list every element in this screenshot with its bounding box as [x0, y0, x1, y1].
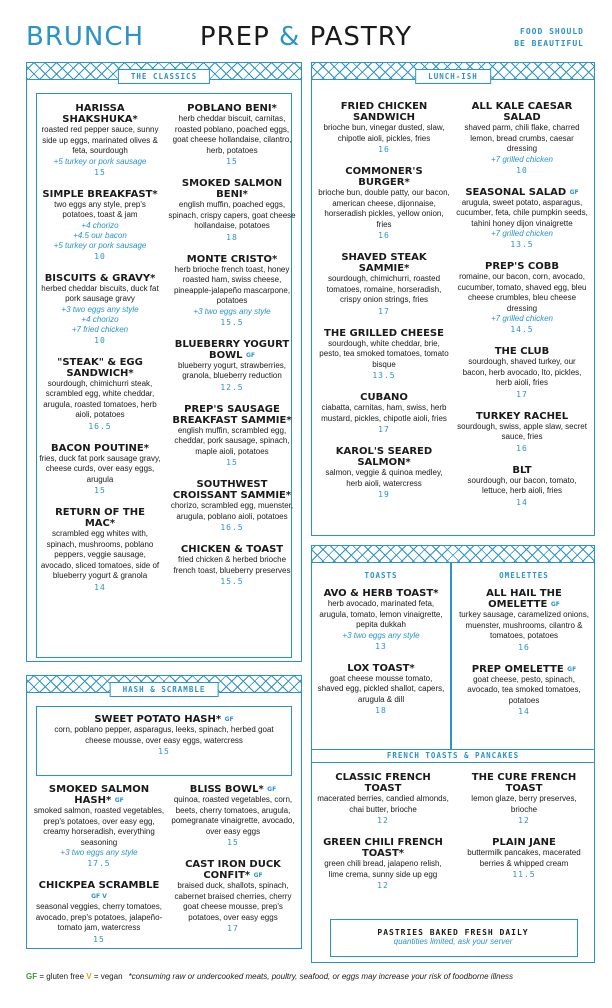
- menu-item-description: herb avocado, marinated feta, arugula, tomato, lemon vinaigrette, pepita dukkah: [319, 599, 443, 629]
- menu-item: [167, 254, 297, 328]
- diet-badge: GF: [245, 351, 256, 359]
- menu-item-addon: +5 turkey or pork sausage: [53, 156, 147, 166]
- menu-item-name: [318, 166, 450, 188]
- menu-item-price: 12: [377, 881, 389, 890]
- menu-item-price: 17: [516, 389, 528, 399]
- menu-item: [167, 784, 299, 848]
- menu-item-price: 18: [375, 706, 387, 715]
- menu-item-name: [456, 187, 588, 198]
- menu-item: [39, 443, 161, 497]
- menu-item-name: [316, 837, 450, 859]
- menu-item-title: "STEAK" & EGG SANDWICH*: [57, 356, 143, 379]
- menu-item-title: TURKEY RACHEL: [475, 410, 569, 422]
- menu-item-name: [456, 346, 588, 357]
- menu-item-description: shaved parm, chili flake, charred lemon, bread crumbs, caesar dressing: [464, 123, 580, 153]
- menu-item-price: 16: [378, 145, 390, 154]
- menu-item-name: [167, 178, 297, 200]
- menu-item-price: 15: [94, 167, 106, 177]
- section-title-omelettes: OMELETTES: [499, 571, 549, 580]
- menu-item-title: LOX TOAST*: [347, 662, 415, 674]
- menu-item-description: sourdough, swiss, apple slaw, secret sauce, fries: [457, 421, 587, 441]
- menu-item: [167, 339, 297, 393]
- menu-item-title: THE CURE FRENCH TOAST: [471, 772, 577, 794]
- menu-item-title: MONTE CRISTO*: [186, 253, 278, 265]
- menu-item-description: sourdough, chimichurri, roasted tomatoes, romaine, horseradish, crispy onion strings, fries: [326, 274, 442, 304]
- menu-item-title: CHICKPEA SCRAMBLE: [38, 880, 160, 891]
- menu-item-addon: +7 grilled chicken: [490, 154, 554, 164]
- menu-item: [458, 837, 590, 880]
- menu-item-description: chorizo, scrambled egg, muenster, arugula, poblano aioli, potatoes: [170, 501, 294, 521]
- gluten-free-key: GF: [26, 972, 38, 981]
- menu-item-price: 14: [516, 497, 528, 507]
- menu-item-name: [458, 772, 590, 794]
- menu-item-description: corn, poblano pepper, asparagus, leeks, spinach, herbed goat cheese mousse, over easy eggs, watercress: [54, 725, 274, 745]
- menu-item: [316, 837, 450, 891]
- menu-item-title: SIMPLE BREAKFAST*: [42, 188, 158, 200]
- classics-left-column: [39, 103, 161, 604]
- menu-item-description: blueberry yogurt, strawberries, granola, blueberry reduction: [177, 360, 287, 380]
- menu-item-description: romaine, our bacon, corn, avocado, cucumber, tomato, shaved egg, bleu cheese crumbles, bleu cheese dressing: [457, 272, 587, 313]
- omelettes-column: [458, 588, 590, 728]
- menu-item-description: herb cheddar biscuit, carnitas, roasted poblano, poached eggs, goat cheese hollandaise, cilantro, herb, potatoes: [172, 114, 292, 155]
- menu-item-price: 13: [375, 641, 387, 651]
- menu-item: [458, 664, 590, 718]
- toasts-omelettes-panel: [311, 545, 595, 963]
- menu-item: [167, 479, 297, 533]
- menu-item-title: COMMONER'S BURGER*: [345, 166, 423, 188]
- menu-item-name: [318, 392, 450, 403]
- menu-item-description: arugula, sweet potato, asparagus, cucumber, feta, chile pumpkin seeds, tahini honey dijon vinaigrette: [456, 197, 588, 228]
- section-title-lunch: LUNCH-ISH: [415, 69, 491, 84]
- pastry-note: [311, 928, 595, 946]
- menu-item-title: KAROL'S SEARED SALMON*: [335, 446, 433, 468]
- menu-item-price: 16: [516, 443, 528, 453]
- menu-item-addon: +4 chorizo: [81, 220, 119, 230]
- menu-item-price: 15.5: [220, 317, 244, 327]
- menu-item-name: [167, 544, 297, 555]
- toasts-column: [316, 588, 446, 727]
- menu-item-description: fried chicken & herbed brioche french toast, blueberry preserves: [173, 555, 291, 575]
- menu-item-title: RETURN OF THE MAC*: [55, 507, 145, 529]
- menu-item-description: sourdough, shaved turkey, our bacon, herb avocado, lto, pickles, herb aioli, fries: [462, 357, 582, 387]
- menu-item-name: [167, 254, 297, 265]
- menu-item: [316, 772, 450, 826]
- menu-item: [39, 189, 161, 262]
- classics-right-column: [167, 103, 297, 598]
- menu-item-title: SMOKED SALMON BENI*: [181, 178, 283, 200]
- column-divider: [450, 563, 452, 749]
- menu-item-price: 16: [378, 231, 390, 240]
- menu-item-price: 13.5: [372, 371, 396, 380]
- diet-badge: GF V: [91, 893, 107, 900]
- diet-badge: GF: [569, 188, 579, 196]
- menu-item-title: BLT: [512, 464, 532, 476]
- menu-item: [458, 588, 590, 653]
- menu-item-title: SEASONAL SALAD: [465, 186, 567, 198]
- tile-pattern: [312, 546, 594, 563]
- menu-item-addon: +7 fried chicken: [71, 324, 129, 334]
- menu-item-name: [39, 507, 161, 529]
- menu-item-title: SOUTHWEST CROISSANT SAMMIE*: [172, 479, 292, 501]
- menu-item: [167, 404, 297, 469]
- menu-item-name: [167, 859, 299, 881]
- menu-item-title: CHICKEN & TOAST: [180, 544, 284, 555]
- menu-item-price: 15: [227, 838, 239, 847]
- menu-item-name: [167, 339, 297, 361]
- menu-item-price: 18: [226, 232, 238, 242]
- menu-item-description: english muffin, poached eggs, spinach, crispy capers, goat cheese hollandaise, potatoes: [168, 200, 296, 230]
- menu-item-addon: +3 two eggs any style: [60, 848, 138, 857]
- menu-item-description: smoked salmon, roasted vegetables, prep's potatoes, over easy egg, creamy horseradish, everything seasoning: [33, 806, 165, 847]
- menu-item-title: THE CLUB: [494, 346, 550, 357]
- menu-item-name: [316, 588, 446, 599]
- menu-item-description: sourdough, chimichurri steak, scrambled egg, white cheddar, arugula, roasted tomatoes, herb aioli, potatoes: [43, 378, 157, 419]
- menu-item: [167, 859, 299, 934]
- section-title-hash: HASH & SCRAMBLE: [110, 682, 219, 697]
- menu-item-description: goat cheese, pesto, spinach, avocado, tea smoked tomatoes, potatoes: [467, 674, 581, 705]
- menu-item: [41, 714, 287, 757]
- menu-item-name: [39, 357, 161, 379]
- pastry-subtitle: quantities limited, ask your server: [393, 937, 513, 946]
- menu-item-name: [456, 411, 588, 422]
- menu-item-name: [167, 784, 299, 795]
- menu-item: [456, 411, 588, 454]
- menu-item-price: 17: [378, 425, 390, 434]
- menu-item-description: two eggs any style, prep's potatoes, toast & jam: [54, 199, 146, 219]
- menu-item: [318, 166, 450, 241]
- menu-item-price: 14: [94, 582, 106, 592]
- diet-badge: GF: [253, 872, 263, 879]
- section-title-toasts: TOASTS: [364, 571, 398, 580]
- menu-item: [456, 465, 588, 508]
- menu-item-description: turkey sausage, caramelized onions, muenster, mushrooms, cilantro & tomatoes, potatoes: [459, 610, 589, 640]
- menu-item-description: green chili bread, jalapeno relish, lime crema, sunny side up egg: [324, 859, 442, 879]
- menu-item-title: ALL HAIL THE OMELETTE: [486, 588, 562, 610]
- menu-item-name: [316, 772, 450, 794]
- menu-item-name: [458, 837, 590, 848]
- menu-item: [39, 103, 161, 178]
- brunch-label: BRUNCH: [26, 22, 145, 52]
- menu-item-name: [39, 273, 161, 284]
- menu-item-price: 14: [518, 707, 530, 716]
- menu-item-name: [167, 103, 297, 114]
- vegan-key: V: [86, 972, 92, 981]
- menu-item-name: [167, 404, 297, 426]
- menu-item-name: [316, 663, 446, 674]
- menu-item: [458, 772, 590, 826]
- lunch-panel: [311, 62, 595, 536]
- hash-panel: [26, 675, 302, 949]
- menu-item-price: 16.5: [220, 523, 244, 532]
- menu-item-price: 13.5: [510, 240, 534, 249]
- menu-item-addon: +3 two eggs any style: [342, 630, 420, 640]
- menu-item-name: [39, 443, 161, 454]
- diet-badge: GF: [267, 786, 277, 793]
- section-title-french: FRENCH TOASTS & PANCAKES: [312, 749, 594, 763]
- menu-item-name: [318, 252, 450, 274]
- menu-item-description: lemon glaze, berry preserves, brioche: [471, 794, 577, 814]
- menu-item-price: 12: [377, 816, 389, 825]
- menu-item: [39, 357, 161, 432]
- menu-item-title: FRIED CHICKEN SANDWICH: [340, 101, 428, 123]
- menu-item-price: 15: [158, 747, 170, 756]
- menu-item-name: [41, 714, 287, 725]
- menu-item-description: brioche bun, double patty, our bacon, american cheese, dijonnaise, horseradish pickles, yellow onion, fries: [318, 188, 450, 229]
- menu-item-title: CLASSIC FRENCH TOAST: [335, 772, 431, 794]
- menu-item-title: SMOKED SALMON HASH*: [48, 784, 150, 806]
- menu-item-price: 19: [378, 490, 390, 499]
- menu-item-addon: +7 grilled chicken: [490, 314, 554, 323]
- menu-item-name: [167, 479, 297, 501]
- menu-item-title: PREP OMELETTE: [471, 663, 564, 675]
- menu-item-description: seasonal veggies, cherry tomatoes, avocado, prep's potatoes, jalapeño-tomato jam, watercress: [35, 902, 163, 932]
- menu-item-name: [318, 328, 450, 339]
- hash-right-column: [167, 784, 299, 945]
- menu-item-name: [456, 101, 588, 123]
- menu-item-description: brioche bun, vinegar dusted, slaw, chipotle aioli, pickles, fries: [323, 123, 445, 143]
- menu-item: [316, 588, 446, 652]
- menu-item-price: 15: [226, 458, 238, 467]
- menu-item-name: [318, 446, 450, 468]
- menu-item-addon: +4 chorizo: [81, 314, 119, 324]
- menu-item: [456, 101, 588, 176]
- lunch-right-column: [456, 101, 588, 519]
- menu-item-price: 17.5: [87, 859, 111, 868]
- menu-item-price: 14.5: [510, 325, 534, 334]
- hash-featured: [41, 714, 287, 768]
- menu-item-description: buttermilk pancakes, macerated berries & whipped cream: [467, 848, 581, 868]
- menu-item-description: scrambled egg whites with, spinach, mushrooms, poblano peppers, veggie sausage, avocado, sliced tomatoes, side of blueberry yogurt & granola: [40, 529, 160, 580]
- menu-item: [318, 392, 450, 435]
- menu-item-title: SWEET POTATO HASH*: [94, 714, 222, 725]
- menu-item-title: CUBANO: [360, 392, 408, 403]
- menu-item-description: goat cheese mousse tomato, shaved egg, pickled shallot, capers, arugula & dill: [317, 673, 445, 704]
- menu-item: [167, 103, 297, 167]
- menu-item-title: PREP'S COBB: [484, 261, 560, 272]
- menu-item-title: CAST IRON DUCK CONFIT*: [185, 859, 281, 881]
- menu-item-name: [33, 784, 165, 806]
- french-right-column: [458, 772, 590, 891]
- menu-item-price: 17: [227, 924, 239, 933]
- menu-item-title: BACON POUTINE*: [51, 442, 149, 454]
- menu-item-price: 15: [93, 934, 105, 944]
- classics-panel: [26, 62, 302, 662]
- menu-item-name: [39, 189, 161, 200]
- diet-badge: GF: [224, 716, 234, 723]
- menu-item-title: BLISS BOWL*: [189, 784, 264, 795]
- menu-item-price: 15: [226, 157, 238, 166]
- menu-item-description: quinoa, roasted vegetables, corn, beets, cherry tomatoes, arugula, pomegranate vinaigrette, avocado, over easy eggs: [171, 795, 295, 836]
- menu-item-description: braised duck, shallots, spinach, cabernet braised cherries, cherry goat cheese mousse, prep's potatoes, over easy eggs: [174, 881, 292, 922]
- menu-item-price: 10: [94, 335, 106, 345]
- menu-item: [456, 261, 588, 335]
- menu-item: [33, 784, 165, 869]
- menu-item-addon: +5 turkey or pork sausage: [53, 240, 147, 250]
- menu-item-title: PLAIN JANE: [492, 837, 556, 848]
- menu-item-description: herbed cheddar biscuits, duck fat pork sausage gravy: [41, 283, 159, 303]
- menu-item: [167, 178, 297, 243]
- menu-item-description: herb brioche french toast, honey roasted ham, swiss cheese, pineapple-jalapeño mascarpone, potatoes: [173, 264, 291, 305]
- menu-item-title: THE GRILLED CHEESE: [324, 327, 444, 339]
- menu-item-price: 15.5: [220, 577, 244, 586]
- menu-item-description: salmon, veggie & quinoa medley, herb aioli, watercress: [325, 468, 443, 488]
- menu-item-price: 17: [378, 306, 390, 316]
- menu-item: [318, 252, 450, 317]
- french-left-column: [316, 772, 450, 902]
- menu-item: [316, 663, 446, 717]
- menu-item-title: SHAVED STEAK SAMMIE*: [341, 252, 427, 274]
- menu-item-price: 16.5: [88, 421, 112, 431]
- menu-item-price: 12: [518, 816, 530, 825]
- raw-food-disclaimer: *consuming raw or undercooked meats, poultry, seafood, or eggs may increase your risk of foodborne illness: [128, 972, 514, 981]
- menu-item-description: macerated berries, candied almonds, chai butter, brioche: [317, 794, 449, 814]
- menu-item: [39, 273, 161, 346]
- menu-item-title: ALL KALE CAESAR SALAD: [471, 101, 573, 123]
- footer-legend: GF = gluten free V = vegan *consuming raw or undercooked meats, poultry, seafood, or eggs may increase your risk of foodborne illness: [26, 972, 514, 981]
- hash-left-column: [33, 784, 165, 956]
- diet-badge: GF: [567, 665, 577, 673]
- menu-item-price: 10: [516, 165, 528, 175]
- menu-item: [39, 507, 161, 593]
- menu-item-name: [318, 101, 450, 123]
- menu-item-title: AVO & HERB TOAST*: [323, 588, 439, 599]
- menu-item-title: HARISSA SHAKSHUKA*: [62, 103, 138, 125]
- menu-item-name: [456, 465, 588, 476]
- menu-item-name: [456, 261, 588, 272]
- menu-item-title: POBLANO BENI*: [187, 103, 277, 114]
- menu-item-name: [33, 880, 165, 902]
- menu-item-description: sourdough, our bacon, tomato, lettuce, herb aioli, fries: [467, 475, 577, 495]
- menu-item: [456, 187, 588, 251]
- menu-item-description: roasted red pepper sauce, sunny side up eggs, marinated olives & feta, sourdough: [41, 125, 159, 155]
- restaurant-title: PREP & PASTRY: [199, 22, 413, 52]
- menu-item-price: 15: [94, 486, 106, 495]
- menu-item-name: [458, 588, 590, 610]
- menu-item-description: ciabatta, carnitas, ham, swiss, herb mustard, pickles, chipotle aioli, fries: [321, 403, 447, 423]
- menu-item-description: sourdough, white cheddar, brie, pesto, tea smoked tomatoes, tomato bisque: [319, 338, 449, 369]
- menu-item-name: [458, 664, 590, 675]
- menu-item-addon: +7 grilled chicken: [490, 229, 554, 238]
- menu-item-price: 10: [94, 251, 106, 261]
- lunch-left-column: [318, 101, 450, 511]
- menu-item-title: PREP'S SAUSAGE BREAKFAST SAMMIE*: [172, 403, 292, 426]
- menu-item-addon: +3 two eggs any style: [61, 304, 139, 314]
- menu-item: [318, 446, 450, 500]
- menu-item: [33, 880, 165, 945]
- diet-badge: GF: [114, 797, 124, 804]
- menu-item: [456, 346, 588, 400]
- menu-item-price: 16: [518, 642, 530, 652]
- menu-item-title: BISCUITS & GRAVY*: [44, 272, 156, 284]
- menu-item-price: 12.5: [220, 382, 244, 392]
- menu-item-name: [39, 103, 161, 125]
- tagline: FOOD SHOULD BE BEAUTIFUL: [514, 27, 584, 48]
- menu-item-addon: +4.5 our bacon: [73, 230, 127, 240]
- menu-item: [318, 328, 450, 382]
- menu-item: [167, 544, 297, 587]
- section-title-classics: THE CLASSICS: [118, 69, 210, 84]
- diet-badge: GF: [550, 601, 560, 608]
- menu-item-description: english muffin, scrambled egg, cheddar, pork sausage, spinach, maple aioli, potatoes: [174, 425, 290, 456]
- menu-item-description: fries, duck fat pork sausage gravy, cheese curds, over easy eggs, arugula: [39, 453, 161, 484]
- menu-item-addon: +3 two eggs any style: [193, 306, 271, 316]
- pastry-title: PASTRIES BAKED FRESH DAILY: [377, 928, 529, 937]
- menu-item: [318, 101, 450, 155]
- menu-item-price: 11.5: [512, 870, 536, 879]
- menu-item-title: GREEN CHILI FRENCH TOAST*: [323, 837, 443, 859]
- menu-item-title: BLUEBERRY YOGURT BOWL: [174, 338, 290, 361]
